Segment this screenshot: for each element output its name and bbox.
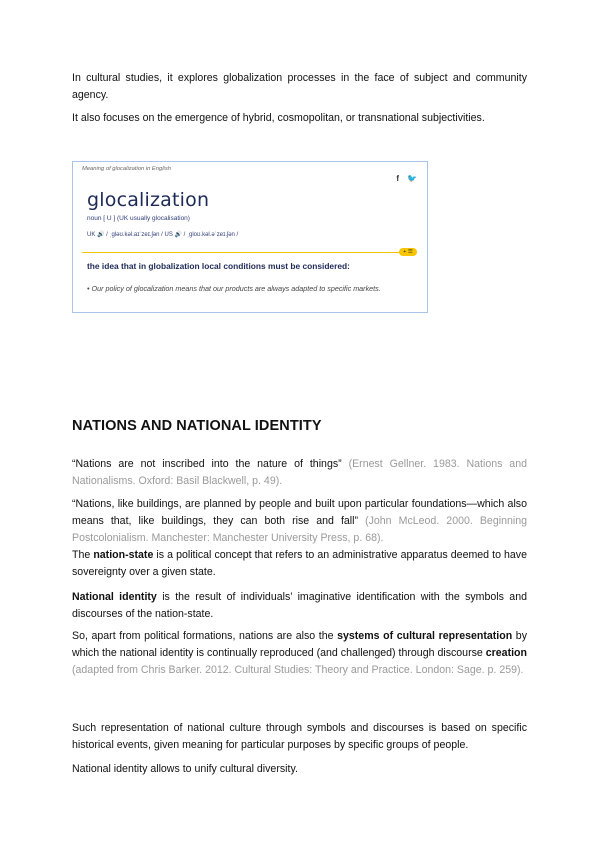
- facebook-icon[interactable]: f: [396, 174, 399, 183]
- national-identity-paragraph: [72, 589, 527, 623]
- p5-citation: (adapted from Chris Barker. 2012. Cultural Studies: Theory and Practice. London: Sage. p. 259).: [72, 664, 524, 676]
- card-top-label: Meaning of glocalization in English: [82, 166, 171, 172]
- add-to-list-button[interactable]: + ☰: [399, 248, 417, 256]
- p4-post: is the result of individuals’ imaginative identification with the symbols and discourses of the nation-state.: [72, 591, 527, 620]
- section-heading: NATIONS AND NATIONAL IDENTITY: [72, 418, 322, 434]
- definition-text: the idea that in globalization local conditions must be considered:: [87, 261, 350, 271]
- quote-2-text: “Nations, like buildings, are planned by people and built upon particular foundations—which also means that, like buildings, they can both rise and fall”: [72, 498, 527, 527]
- representation-paragraph: [72, 628, 527, 679]
- p3-bold: nation-state: [93, 549, 154, 561]
- intro-paragraph-2: It also focuses on the emergence of hybrid, cosmopolitan, or transnational subjectivities.: [72, 112, 485, 124]
- divider-line: [82, 252, 405, 253]
- quote-2: [72, 496, 527, 547]
- p5-bold-2: creation: [485, 647, 527, 659]
- p3-pre: The: [72, 549, 94, 561]
- p5-bold-1: systems of cultural representation: [337, 630, 513, 642]
- historical-events-paragraph: Such representation of national culture through symbols and discourses is based on specific historical events, given meaning for particular purposes by specific groups of people.: [72, 722, 527, 751]
- intro-paragraph-1: In cultural studies, it explores globalization processes in the face of subject and community agency.: [72, 72, 527, 101]
- quote-1-citation: (Ernest Gellner. 1983. Nations and Nationalisms. Oxford: Basil Blackwell, p. 49).: [72, 458, 527, 487]
- dictionary-card: [72, 161, 428, 313]
- p5-mid: by which the national identity is continually reproduced (and challenged) through discourse: [72, 630, 527, 659]
- p3-post: is a political concept that refers to an administrative apparatus deemed to have sovereignty over a given state.: [72, 549, 527, 578]
- example-sentence: • Our policy of glocalization means that our products are always adapted to specific markets.: [87, 284, 381, 293]
- headword: glocalization: [87, 189, 210, 211]
- p4-bold: National identity: [72, 591, 157, 603]
- quote-1-text: “Nations are not inscribed into the nature of things”: [72, 458, 342, 470]
- pronunciation: UK 🔊 / ˌɡləʊ.kəl.aɪˈzeɪ.ʃən / US 🔊 / ˌɡloʊ.kəl.əˈzeɪ.ʃən /: [87, 232, 239, 238]
- unify-diversity-paragraph: National identity allows to unify cultural diversity.: [72, 763, 298, 775]
- p5-pre: So, apart from political formations, nations are also the: [72, 630, 338, 642]
- grammar-info: noun [ U ] (UK usually glocalisation): [87, 215, 190, 222]
- twitter-icon[interactable]: 🐦: [407, 174, 417, 183]
- nation-state-paragraph: [72, 547, 527, 581]
- quote-2-citation: (John McLeod. 2000. Beginning Postcolonialism. Manchester: Manchester University Press, p. 68).: [72, 515, 527, 544]
- quote-1: [72, 456, 527, 490]
